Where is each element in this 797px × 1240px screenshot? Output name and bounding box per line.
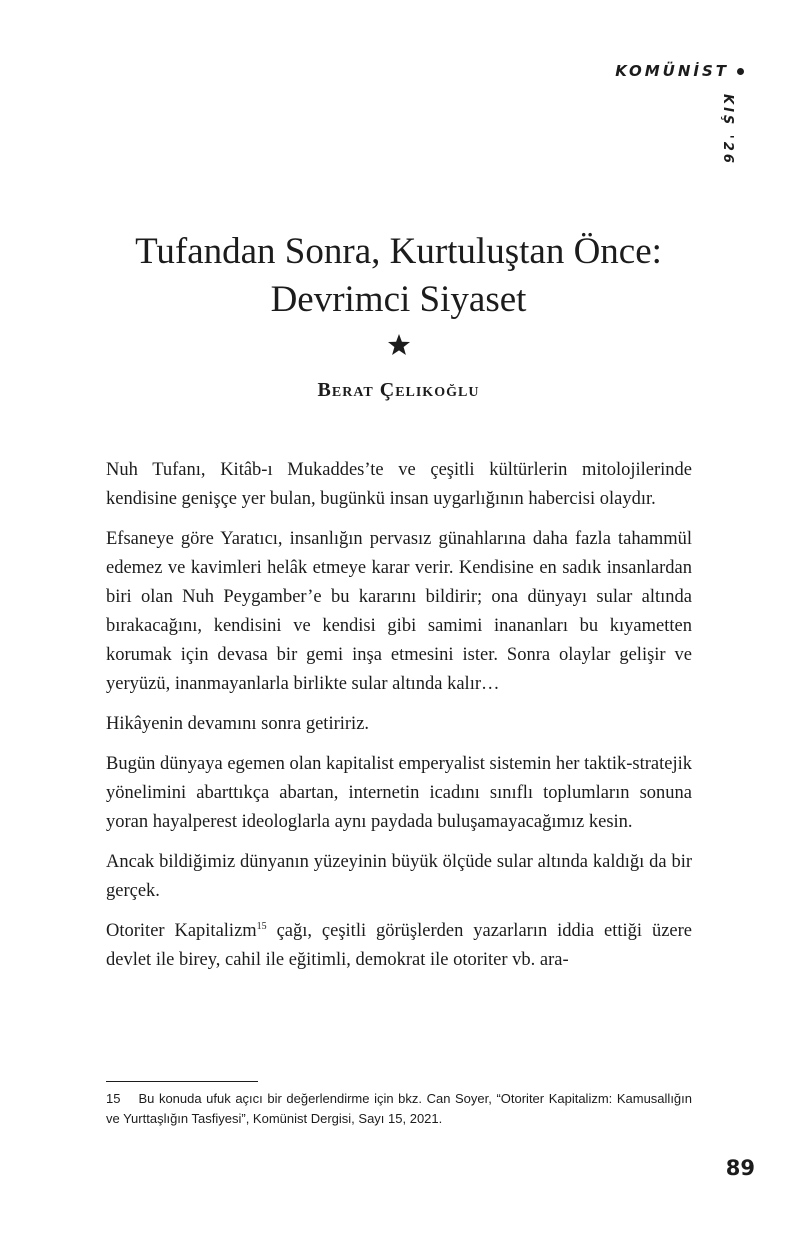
title-line-1: Tufandan Sonra, Kurtuluştan Önce: [135,231,662,272]
footnote-reference[interactable]: 15 [256,920,267,932]
article-body [106,456,692,986]
bullet-dot-icon [737,68,744,75]
paragraph: Ancak bildiğimiz dünyanın yüzeyinin büyük ölçüde sular altında kaldığı da bir gerçek. [106,852,692,901]
footnote-divider [106,1081,258,1082]
paragraph-text: Otoriter Kapitalizm [106,921,257,941]
article-author: Berat Çelikoğlu [317,379,480,401]
article-title [60,228,737,324]
paragraph: Bugün dünyaya egemen olan kapitalist emperyalist sistemin her taktik-stratejik yönelimini abarttıkça abartan, internetin icadını sınıflı toplumların sonuna yoran hayalperest ideologlarla aynı paydada buluşamayacağımız kesin. [106,754,692,832]
issue-label: KIŞ '26 [720,94,735,166]
footnote-text: Bu konuda ufuk açıcı bir değerlendirme için bkz. Can Soyer, “Otoriter Kapitalizm: Kamusallığın ve Yurttaşlığın Tasfiyesi”, Komünist Dergisi, Sayı 15, 2021. [106,1091,692,1126]
paragraph-text: çağı, çeşitli görüşlerden yazarların iddia ettiği üzere devlet ile birey, cahil ile eğitimli, demokrat ile otoriter vb. ara- [106,921,692,970]
title-line-2: Devrimci Siyaset [270,279,527,320]
paragraph [106,917,692,975]
page-number: 89 [725,1156,755,1180]
paragraph: Hikâyenin devamını sonra getiririz. [106,714,370,734]
magazine-header [615,62,744,80]
paragraph: Efsaneye göre Yaratıcı, insanlığın pervasız günahlarına daha fazla tahammül edemez ve kavimleri helâk etmeye karar verir. Kendisine en sadık insanlardan biri olan Nuh Peygamber’e bu kararını bildirir; ona dünyayı sular altında bırakacağını, kendisini ve kendisi gibi samimi inananları bu kıyametten korumak için devasa bir gemi inşa etmesini ister. Sonra olaylar gelişir ve yeryüzü, inanmayanlarla birlikte sular altında kalır… [106,529,692,694]
footnote-number: 15 [106,1091,121,1106]
magazine-name: KOMÜNİST [615,62,729,80]
paragraph: Nuh Tufanı, Kitâb-ı Mukaddes’te ve çeşitli kültürlerin mitolojilerinde kendisine genişçe yer bulan, bugünkü insan uygarlığının habercisi olaydır. [106,460,692,509]
star-icon [387,333,411,357]
footnote [106,1089,692,1129]
